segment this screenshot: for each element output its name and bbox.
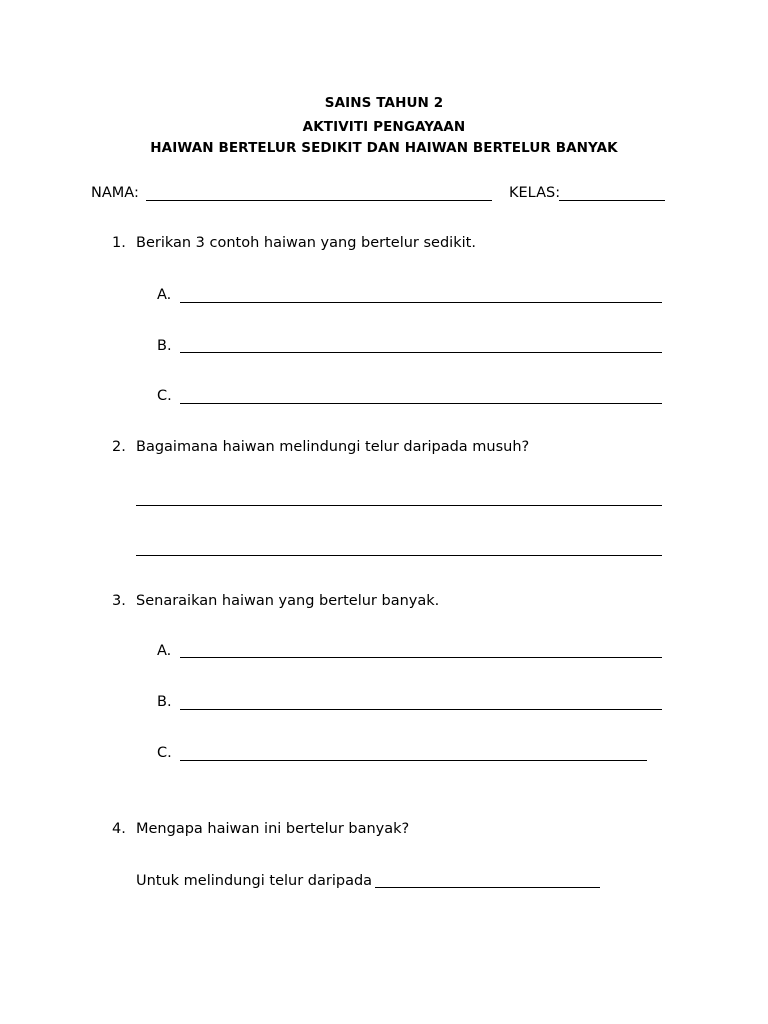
question-3-number: 3. [112, 593, 126, 609]
question-1-answer-a-line[interactable] [180, 302, 662, 303]
question-1-answer-b-line[interactable] [180, 352, 662, 353]
question-3-option-b-label: B. [157, 694, 172, 710]
question-4-number: 4. [112, 821, 126, 837]
question-2-text: Bagaimana haiwan melindungi telur daripada musuh? [136, 439, 530, 455]
name-label: NAMA: [91, 185, 139, 201]
question-1-option-c-label: C. [157, 388, 172, 404]
question-4-text: Mengapa haiwan ini bertelur banyak? [136, 821, 410, 837]
activity-title: AKTIVITI PENGAYAAN [302, 119, 466, 135]
question-1-option-b-label: B. [157, 338, 172, 354]
question-3-answer-a-line[interactable] [180, 657, 662, 658]
question-3-text: Senaraikan haiwan yang bertelur banyak. [136, 593, 440, 609]
question-2-answer-line-1[interactable] [136, 505, 662, 506]
class-label: KELAS: [509, 185, 561, 201]
name-field-line[interactable] [146, 200, 492, 201]
question-3-answer-b-line[interactable] [180, 709, 662, 710]
class-field-line[interactable] [559, 200, 665, 201]
question-2-answer-line-2[interactable] [136, 555, 662, 556]
question-3-answer-c-line[interactable] [180, 760, 647, 761]
question-3-option-c-label: C. [157, 745, 172, 761]
question-4-answer-line[interactable] [375, 887, 600, 888]
topic-title: HAIWAN BERTELUR SEDIKIT DAN HAIWAN BERTELUR BANYAK [150, 140, 618, 156]
question-4-prompt: Untuk melindungi telur daripada [136, 873, 373, 889]
question-1-number: 1. [112, 235, 126, 251]
question-1-answer-c-line[interactable] [180, 403, 662, 404]
question-1-option-a-label: A. [157, 287, 172, 303]
question-2-number: 2. [112, 439, 126, 455]
subject-title: SAINS TAHUN 2 [324, 95, 444, 111]
question-3-option-a-label: A. [157, 643, 172, 659]
question-1-text: Berikan 3 contoh haiwan yang bertelur sedikit. [136, 235, 476, 251]
